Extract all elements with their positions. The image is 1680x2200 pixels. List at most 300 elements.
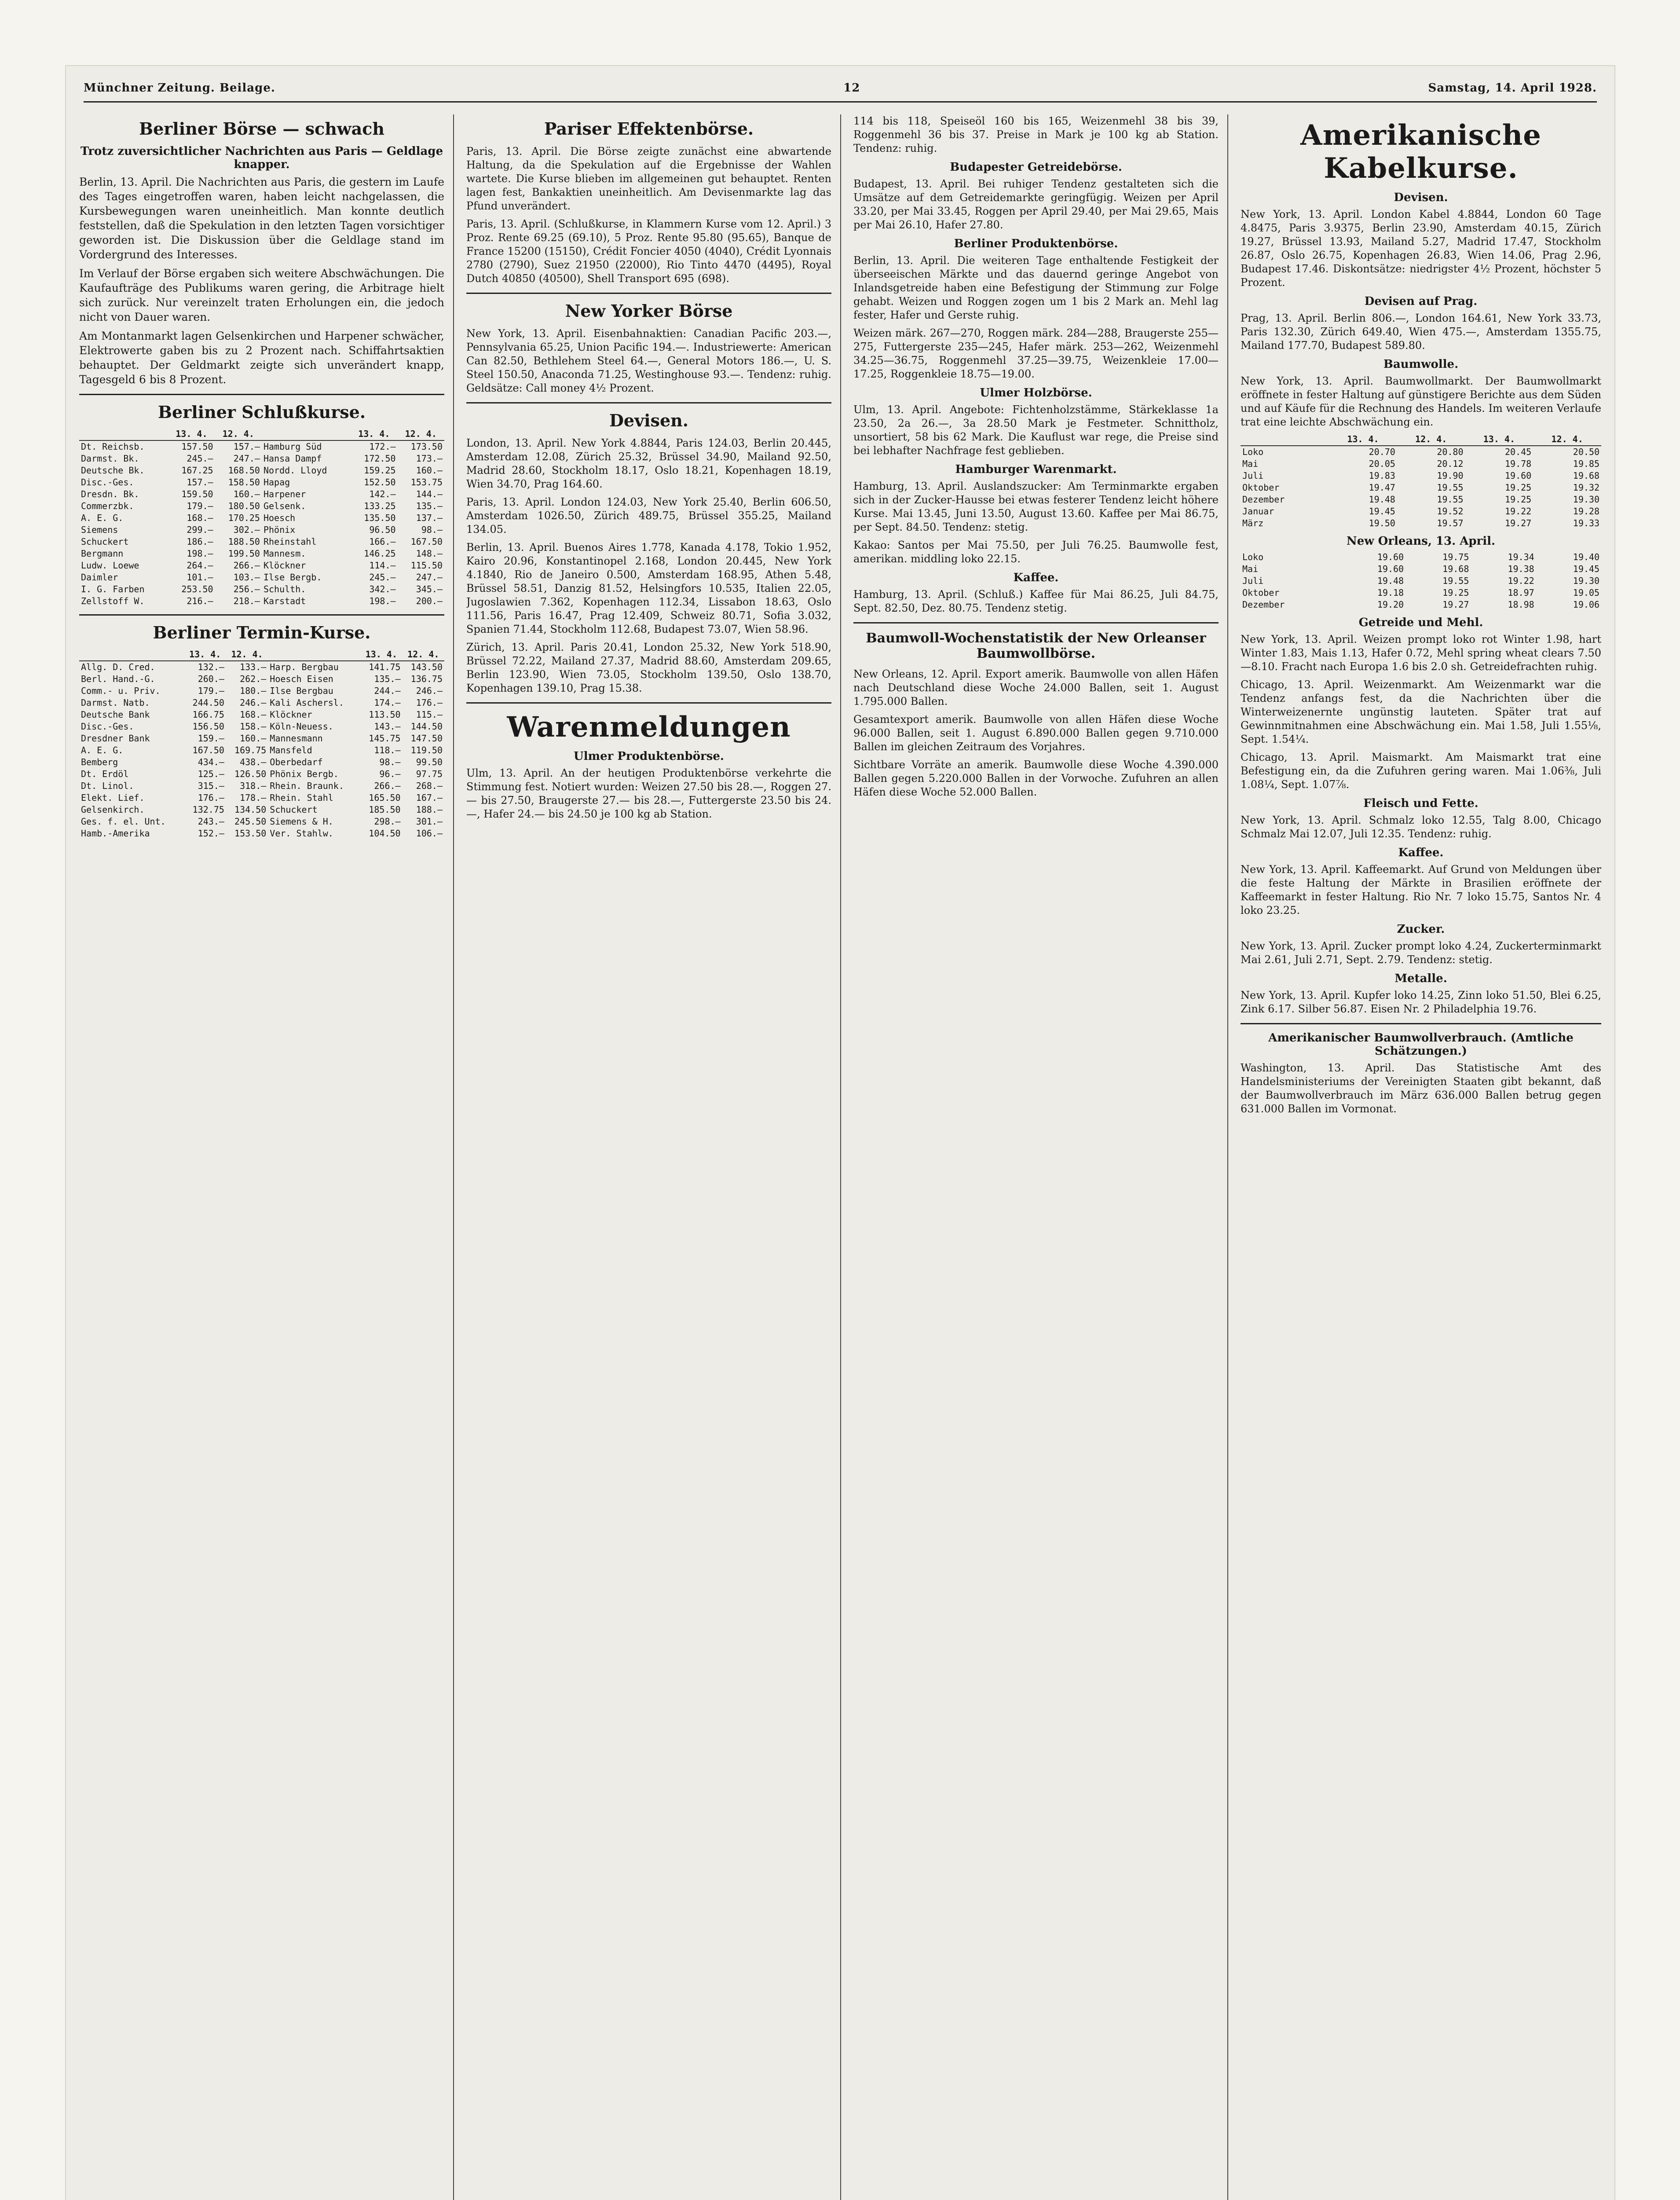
table-row [79,780,444,792]
warenmeldungen-paragraph: Ulm, 13. April. An der heutigen Produktenbörse verkehrte die Stimmung fest. Notiert wurden: Weizen 27.50 bis 28.—, Roggen 27.— bis 27.50, Braugerste 27.— bis 28.—, Futtergerste 23.50 bis 24.—, Hafer 24.— bis 24.50 je 100 kg ab Station. [466,767,831,820]
column-header: 12. 4. [1397,433,1465,446]
table-row [79,756,444,768]
table-cell: 165.50 [369,792,401,803]
table-cell: Mai [1242,458,1259,469]
table-cell: 247.— [416,572,443,583]
metalle-subheading: Metalle. [1395,972,1447,985]
table-row [79,685,444,697]
table-cell: 157.— [187,477,213,488]
table-cell: 119.50 [410,745,443,755]
table-cell: 166.— [369,536,396,547]
table-cell: 180.50 [228,501,260,511]
hamburger-warenmarkt-paragraph: Hamburg, 13. April. Auslandszucker: Am Terminmarkte ergaben sich in der Zucker-Hausse bei etwas festerer Tendenz leicht höhere Kurse. Mai 13.45, Juni 13.50, August 13.60. Kaffee per Mai 86.75, per Sept. 84.50. Tendenz: stetig. [853,480,1219,533]
table-row [79,583,444,595]
table-cell: 266.— [233,560,260,571]
table-cell: Oktober [1242,482,1280,493]
kaffee-paragraph: Hamburg, 13. April. (Schluß.) Kaffee für Mai 86.25, Juli 84.75, Sept. 82.50, Dez. 80.75. Tendenz stetig. [853,588,1219,614]
table-cell: 97.75 [416,769,443,779]
table-row [79,465,444,477]
terminkurse-table [79,649,444,840]
berliner-boerse-subheading: Trotz zuversichtlicher Nachrichten aus Paris — Geldlage knapper. [80,145,443,171]
table-cell: 19.30 [1573,576,1599,586]
table-row [79,512,444,524]
table-cell: 159.25 [364,465,396,476]
table-row [79,548,444,560]
table-cell: 98.— [421,524,443,535]
table-cell: 20.70 [1369,447,1395,457]
column-header: 13. 4. [351,428,397,440]
devisen-prag-paragraph: Prag, 13. April. Berlin 806.—, London 164.61, New York 33.73, Paris 132.30, Zürich 649.40, Wien 475.—, Amsterdam 1355.75, Mailand 177.70, Budapest 589.80. [1241,312,1601,352]
table-cell: 246.— [416,686,443,696]
table-cell: 145.75 [369,733,401,744]
table-cell: 133.— [240,662,267,672]
table-cell: 115.— [416,709,443,720]
pariser-boerse-heading: Pariser Effektenbörse. [544,119,754,139]
table-cell: 173.— [416,453,443,464]
table-cell: 216.— [187,596,213,606]
table-cell: Loko [1242,552,1264,562]
table-row [79,792,444,804]
table-cell: 20.50 [1573,447,1599,457]
table-cell: 20.12 [1437,458,1464,469]
column-header [262,428,351,440]
table-cell: 19.22 [1508,576,1534,586]
table-cell: Hansa Dampf [263,453,322,464]
berliner-produktenboerse-paragraph: Weizen märk. 267—270, Roggen märk. 284—288, Braugerste 255—275, Futtergerste 235—245, Hafer märk. 253—262, Weizenmehl 34.25—36.75, Roggenmehl 37.25—39.75, Weizenkleie 17.00—17.25, Roggenkleie 18.75—19.00. [853,327,1219,380]
table-cell: 19.52 [1437,506,1464,517]
table-cell: 19.22 [1505,506,1532,517]
table-cell: Darmst. Bk. [81,453,139,464]
new-yorker-boerse-heading: New Yorker Börse [565,301,733,321]
table-cell: 19.60 [1377,552,1404,562]
table-cell: 143.50 [410,662,443,672]
schlusskurse-table [79,428,444,607]
column-4 [1241,114,1601,2200]
table-cell: 115.50 [410,560,443,571]
table-cell: 160.— [233,489,260,499]
running-head [84,75,1597,103]
table-cell: 19.48 [1369,494,1395,505]
column-header: 12. 4. [226,649,268,661]
table-cell: Gelsenkirch. [81,804,145,815]
table-cell: 179.— [187,501,213,511]
table-cell: 170.25 [228,513,260,523]
table-row [1241,563,1601,575]
table-cell: 19.40 [1573,552,1599,562]
table-row [79,572,444,583]
column-header: 13. 4. [1329,433,1397,446]
table-row [1241,575,1601,587]
table-cell: 19.83 [1369,470,1395,481]
table-cell: Klöckner [270,709,312,720]
table-cell: 302.— [233,524,260,535]
table-cell: Juli [1242,576,1264,586]
berliner-boerse-paragraph: Im Verlauf der Börse ergaben sich weitere Abschwächungen. Die Kaufaufträge des Publikums waren gering, die Arbitrage hielt sich zurück. Nur vereinzelt traten Erholungen ein, die jedoch nicht von Dauer waren. [79,267,444,323]
table-cell: 19.28 [1573,506,1599,517]
table-cell: 180.— [240,686,267,696]
table-row [79,500,444,512]
table-cell: 260.— [198,674,224,684]
table-cell: 262.— [240,674,267,684]
table-cell: Rhein. Stahl [270,792,333,803]
table-cell: Hoesch Eisen [270,674,333,684]
table-cell: Siemens [81,524,118,535]
table-cell: 135.— [416,501,443,511]
table-cell: 19.25 [1505,494,1532,505]
table-cell: 178.— [240,792,267,803]
section-divider [466,402,831,403]
table-cell: 167.— [416,792,443,803]
table-cell: Ver. Stahlw. [270,828,333,839]
table-cell: 438.— [240,757,267,767]
table-row [79,560,444,572]
table-cell: 19.78 [1505,458,1532,469]
continued-paragraph: 114 bis 118, Speiseöl 160 bis 165, Weizenmehl 38 bis 39, Roggenmehl 36 bis 37. Preise in Mark je 100 kg ab Station. Tendenz: ruhig. [853,115,1219,154]
table-cell: 19.90 [1437,470,1464,481]
table-cell: 245.— [369,572,396,583]
table-cell: 106.— [416,828,443,839]
table-cell: Schulth. [263,584,306,594]
table-cell: 19.45 [1573,564,1599,574]
table-cell: Oberbedarf [270,757,323,767]
table-row [79,536,444,548]
table-cell: 18.98 [1508,599,1534,610]
column-rule [840,114,841,2200]
table-cell: Mai [1242,564,1259,574]
column-header: 12. 4. [403,649,444,661]
berliner-produktenboerse-subheading: Berliner Produktenbörse. [954,237,1118,250]
table-cell: 19.38 [1508,564,1534,574]
table-cell: 268.— [416,781,443,791]
table-cell: Berl. Hand.-G. [81,674,155,684]
table-cell: 137.— [416,513,443,523]
table-cell: Phönix [263,524,296,535]
table-cell: 256.— [233,584,260,594]
table-cell: 20.05 [1369,458,1395,469]
hamburger-warenmarkt-paragraph: Kakao: Santos per Mai 75.50, per Juli 76.25. Baumwolle fest, amerikan. middling loko 22.15. [853,539,1219,565]
getreide-paragraph: Chicago, 13. April. Maismarkt. Am Maismarkt trat eine Befestigung ein, da die Zufuhren gering waren. Mai 1.06⅜, Juli 1.08¼, Sept. 1.07⅞. [1241,751,1601,791]
section-divider [79,394,444,395]
table-cell: Juli [1242,470,1264,481]
table-cell: 167.25 [181,465,213,476]
table-cell: Bemberg [81,757,118,767]
section-divider [466,293,831,294]
table-cell: 253.50 [181,584,213,594]
table-cell: 132.75 [192,804,224,815]
column-header [79,428,168,440]
table-cell: Commerzbk. [81,501,134,511]
new-orleans-subheading: New Orleans, 13. April. [1346,535,1496,548]
devisen-paragraph: Paris, 13. April. London 124.03, New York 25.40, Berlin 606.50, Amsterdam 1026.50, Zürich 489.75, Brüssel 355.25, Mailand 134.05. [466,496,831,535]
table-cell: 345.— [416,584,443,594]
table-cell: Ges. f. el. Unt. [81,816,166,827]
fleisch-fette-subheading: Fleisch und Fette. [1363,797,1479,810]
table-cell: 132.— [198,662,224,672]
devisen-paragraph: Zürich, 13. April. Paris 20.41, London 25.32, New York 518.90, Brüssel 72.22, Mailand 27.37, Madrid 88.60, Amsterdam 209.65, Berlin 123.90, Wien 73.05, Stockholm 139.50, Oslo 138.70, Kopenhagen 139.10, Prag 15.38. [466,641,831,694]
budapest-subheading: Budapester Getreidebörse. [950,161,1122,174]
table-cell: 96.— [379,769,401,779]
table-cell: Hoesch [263,513,296,523]
table-cell: 104.50 [369,828,401,839]
table-row [79,488,444,500]
table-cell: März [1242,518,1264,528]
table-cell: 19.18 [1377,587,1404,598]
table-cell: 20.80 [1437,447,1464,457]
table-cell: 19.20 [1377,599,1404,610]
table-cell: Elekt. Lief. [81,792,145,803]
devisen-paragraph: London, 13. April. New York 4.8844, Paris 124.03, Berlin 20.445, Amsterdam 12.08, Zürich 25.32, Brüssel 34.90, Mailand 92.50, Madrid 28.60, Stockholm 18.17, Oslo 18.21, Kopenhagen 18.19, Wien 34.70, Prag 164.60. [466,437,831,490]
table-cell: Dt. Linol. [81,781,134,791]
table-cell: Kali Aschersl. [270,697,344,708]
warenmeldungen-heading: Warenmeldungen [507,711,791,744]
table-cell: 144.— [416,489,443,499]
devisen-heading: Devisen. [609,411,689,430]
berliner-produktenboerse-paragraph: Berlin, 13. April. Die weiteren Tage enthaltende Festigkeit der überseeischen Märkte und das dauernd geringe Angebot von Inlandsgetreide haben eine Befestigung der Stimmung zur Folge gehabt. Weizen und Roggen zogen um 1 bis 2 Mark an. Mehl lag fester, Hafer und Gerste ruhig. [853,254,1219,321]
budapest-paragraph: Budapest, 13. April. Bei ruhiger Tendenz gestalteten sich die Umsätze auf dem Getreidemarkte geringfügig. Weizen per April 33.20, per Mai 33.45, Roggen per April 29.40, per Mai 29.65, Mais per Mai 26.10, Hafer 27.80. [853,178,1219,231]
table-cell: 160.— [416,465,443,476]
table-cell: 167.50 [410,536,443,547]
table-row [1241,494,1601,506]
table-cell: 342.— [369,584,396,594]
table-cell: 103.— [233,572,260,583]
table-row [79,721,444,733]
ulmer-produktenboerse-subheading: Ulmer Produktenbörse. [574,750,724,763]
table-cell: 99.50 [416,757,443,767]
devisen-prag-subheading: Devisen auf Prag. [1364,295,1478,308]
table-cell: Januar [1242,506,1274,517]
table-row [79,768,444,780]
table-cell: 173.50 [410,441,443,452]
table-cell: Hamburg Süd [263,441,322,452]
table-cell: 245.— [187,453,213,464]
table-row [79,697,444,709]
table-row [1241,587,1601,599]
table-cell: 143.— [374,721,401,732]
table-cell: Mannesmann [270,733,323,744]
table-cell: 168.— [187,513,213,523]
table-row [79,440,444,453]
table-row [79,744,444,756]
table-cell: 174.— [374,697,401,708]
table-cell: 185.50 [369,804,401,815]
table-cell: 19.25 [1505,482,1532,493]
baumwolle-subheading: Baumwolle. [1383,358,1459,371]
table-cell: Rhein. Braunk. [270,781,344,791]
table-row [1241,458,1601,470]
table-cell: Oktober [1242,587,1280,598]
berliner-boerse-paragraph: Berlin, 13. April. Die Nachrichten aus Paris, die gestern im Laufe des Tages eingetroffen waren, haben leicht nachgelassen, die Kursbewegungen waren uneinheitlich. Man konnte deutlich feststellen, daß die Spekulation in den letzten Tagen vorsichtiger geworden ist. Die Diskussion über die Geldlage stand im Vordergrund des Interesses. [79,176,444,261]
table-cell: Harpener [263,489,306,499]
running-head-date: Samstag, 14. April 1928. [1428,81,1597,95]
table-cell: 19.60 [1505,470,1532,481]
baumwoll-wochenstatistik-heading: Baumwoll-Wochenstatistik der New Orleanser Baumwollbörse. [866,631,1206,661]
new-yorker-boerse-paragraph: New York, 13. April. Eisenbahnaktien: Canadian Pacific 203.—, Pennsylvania 65.25, Union Pacific 194.—. Industriewerte: American Can 82.50, Bethlehem Steel 64.—, General Motors 186.—, U. S. Steel 150.50, Anaconda 71.25, Westinghouse 93.—. Tendenz: ruhig. Geldsätze: Call money 4½ Prozent. [466,327,831,394]
table-cell: Ilse Bergb. [263,572,322,583]
zucker-paragraph: New York, 13. April. Zucker prompt loko 4.24, Zuckerterminmarkt Mai 2.61, Juli 2.71, Sept. 2.79. Tendenz: stetig. [1241,940,1601,966]
table-cell: 157.— [233,441,260,452]
section-divider [853,622,1219,623]
table-cell: 186.— [187,536,213,547]
table-cell: 172.— [369,441,396,452]
table-cell: 146.25 [364,548,396,559]
column-header [1241,433,1329,446]
table-row [79,524,444,536]
column-1 [79,114,444,2200]
table-cell: 133.25 [364,501,396,511]
table-row [1241,517,1601,529]
table-cell: 198.— [187,548,213,559]
table-cell: Klöckner [263,560,306,571]
table-row [79,709,444,721]
table-cell: 19.45 [1369,506,1395,517]
table-row [79,661,444,673]
baumwolle-paragraph: New York, 13. April. Baumwollmarkt. Der Baumwollmarkt eröffnete in fester Haltung auf günstigere Berichte aus dem Süden und auf Käufe für die Rechnung des Handels. Im weiteren Verlaufe trat eine leichte Abschwächung ein. [1241,375,1601,428]
table-cell: 158.— [240,721,267,732]
column-header [79,649,184,661]
getreide-paragraph: Chicago, 13. April. Weizenmarkt. Am Weizenmarkt war die Tendenz anfangs fest, da die Nachrichten über die Winterweizenernte ungünstig lauteten. Später trat auf Gewinnmitnahmen eine Abschwächung ein. Mai 1.58, Juli 1.55⅛, Sept. 1.54¼. [1241,678,1601,745]
table-cell: 152.50 [364,477,396,488]
table-cell: Schuckert [270,804,318,815]
table-row [1241,482,1601,494]
zucker-subheading: Zucker. [1397,923,1445,936]
table-cell: 156.50 [192,721,224,732]
section-divider [1241,1023,1601,1024]
table-cell: 168.50 [228,465,260,476]
column-header [268,649,360,661]
table-row [1241,551,1601,563]
table-cell: Mannesm. [263,548,306,559]
table-row [79,477,444,488]
table-cell: Dt. Erdöl [81,769,129,779]
table-row [1241,599,1601,611]
table-cell: 19.55 [1437,482,1464,493]
table-cell: 19.55 [1437,494,1464,505]
column-3 [853,114,1219,2200]
berliner-boerse-paragraph: Am Montanmarkt lagen Gelsenkirchen und Harpener schwächer, Elektrowerte gaben bis zu 2 Prozent nach. Schiffahrtsaktien behauptet. Der Geldmarkt zeigte sich unverändert knapp, Tagesgeld 6 bis 8 Prozent. [79,330,444,386]
table-cell: 199.50 [228,548,260,559]
table-cell: 19.60 [1377,564,1404,574]
table-cell: Dresdner Bank [81,733,150,744]
devisen-subheading: Devisen. [1394,191,1448,204]
table-cell: 157.50 [181,441,213,452]
table-cell: Deutsche Bank [81,709,150,720]
table-cell: 113.50 [369,709,401,720]
table-cell: 19.47 [1369,482,1395,493]
table-row [1241,446,1601,458]
hamburger-warenmarkt-subheading: Hamburger Warenmarkt. [955,463,1117,476]
table-cell: 244.50 [192,697,224,708]
fleisch-fette-paragraph: New York, 13. April. Schmalz loko 12.55, Talg 8.00, Chicago Schmalz Mai 12.07, Juli 12.35. Tendenz: ruhig. [1241,814,1601,840]
table-cell: Allg. D. Cred. [81,662,155,672]
table-cell: 246.— [240,697,267,708]
table-cell: 19.68 [1442,564,1469,574]
getreide-subheading: Getreide und Mehl. [1358,616,1483,629]
table-cell: 298.— [374,816,401,827]
table-cell: Ilse Bergbau [270,686,333,696]
table-cell: Siemens & H. [270,816,333,827]
table-row [79,733,444,744]
table-cell: 19.32 [1573,482,1599,493]
table-cell: 315.— [198,781,224,791]
kaffee-paragraph: New York, 13. April. Kaffeemarkt. Auf Grund von Meldungen über die feste Haltung der Märkte in Brasilien eröffnete der Kaffeemarkt in fester Haltung. Rio Nr. 7 loko 15.75, Santos Nr. 4 loko 23.25. [1241,863,1601,917]
baumwolle-no-table [1241,551,1601,611]
table-cell: Karstadt [263,596,306,606]
table-cell: A. E. G. [81,745,124,755]
table-cell: I. G. Farben [81,584,145,594]
table-cell: Comm.- u. Priv. [81,686,161,696]
table-cell: 247.— [233,453,260,464]
table-cell: 188.— [416,804,443,815]
table-cell: 118.— [374,745,401,755]
table-row [79,673,444,685]
table-cell: 96.50 [369,524,396,535]
table-cell: 243.— [198,816,224,827]
table-cell: 198.— [369,596,396,606]
baumwollverbrauch-paragraph: Washington, 13. April. Das Statistische Amt des Handelsministeriums der Vereinigten Staaten gibt bekannt, daß der Baumwollverbrauch im März 636.000 Ballen betrug gegen 631.000 Ballen im Vormonat. [1241,1062,1601,1115]
column-header: 13. 4. [168,428,215,440]
column-2 [466,114,831,2200]
page-number: 12 [843,81,860,95]
table-cell: Dt. Reichsb. [81,441,145,452]
ulmer-holzboerse-paragraph: Ulm, 13. April. Angebote: Fichtenholzstämme, Stärkeklasse 1a 23.50, 2a 26.—, 3a 28.50 Mark je Festmeter. Schnittholz, unsortiert, 58 bis 62 Mark. Die Kauflust war rege, die Preise sind bei lebhafter Nachfrage fest geblieben. [853,403,1219,457]
table-cell: 159.50 [181,489,213,499]
table-cell: 101.— [187,572,213,583]
ulmer-holzboerse-subheading: Ulmer Holzbörse. [980,386,1092,400]
table-cell: 179.— [198,686,224,696]
table-cell: 19.27 [1442,599,1469,610]
table-cell: 168.— [240,709,267,720]
section-divider [79,614,444,616]
devisen-paragraph: Berlin, 13. April. Buenos Aires 1.778, Kanada 4.178, Tokio 1.952, Kairo 20.96, Konstantinopel 2.168, London 20.445, New York 4.1840, Rio de Janeiro 0.500, Amsterdam 168.95, Athen 5.48, Brüssel 58.51, Danzig 81.52, Helsingfors 10.535, Italien 22.05, Jugoslawien 7.362, Kopenhagen 112.34, Lissabon 18.63, Oslo 111.56, Paris 16.47, Prag 12.409, Schweiz 80.71, Sofia 3.032, Spanien 71.44, Stockholm 112.68, Budapest 73.07, Wien 58.96. [466,541,831,635]
table-cell: 98.— [379,757,401,767]
table-row [79,595,444,607]
table-cell: 19.68 [1573,470,1599,481]
table-cell: 144.50 [410,721,443,732]
column-header: 12. 4. [1533,433,1601,446]
kaffee-subheading: Kaffee. [1013,571,1059,584]
table-cell: 18.97 [1508,587,1534,598]
table-cell: 152.— [198,828,224,839]
table-cell: 141.75 [369,662,401,672]
table-cell: 169.75 [234,745,267,755]
table-cell: Harp. Bergbau [270,662,339,672]
table-cell: 20.45 [1505,447,1532,457]
table-cell: 301.— [416,816,443,827]
column-header: 13. 4. [360,649,402,661]
column-header: 12. 4. [398,428,444,440]
table-cell: 147.50 [410,733,443,744]
table-cell: 136.75 [410,674,443,684]
table-cell: Mansfeld [270,745,312,755]
table-cell: 114.— [369,560,396,571]
table-cell: 142.— [369,489,396,499]
table-cell: Hapag [263,477,290,488]
table-cell: 266.— [374,781,401,791]
table-cell: 172.50 [364,453,396,464]
baumwoll-wochenstatistik-paragraph: Gesamtexport amerik. Baumwolle von allen Häfen diese Woche 96.000 Ballen, seit 1. August 6.890.000 Ballen gegen 9.710.000 Ballen im gleichen Zeitraum des Vorjahres. [853,713,1219,753]
schlusskurse-heading: Berliner Schlußkurse. [157,402,366,422]
table-cell: 299.— [187,524,213,535]
table-cell: 19.30 [1573,494,1599,505]
table-cell: Köln-Neuess. [270,721,333,732]
table-cell: 264.— [187,560,213,571]
table-cell: 126.50 [234,769,267,779]
table-cell: Darmst. Natb. [81,697,150,708]
table-cell: 244.— [374,686,401,696]
table-cell: 19.05 [1573,587,1599,598]
table-cell: Dresdn. Bk. [81,489,139,499]
table-cell: Gelsenk. [263,501,306,511]
